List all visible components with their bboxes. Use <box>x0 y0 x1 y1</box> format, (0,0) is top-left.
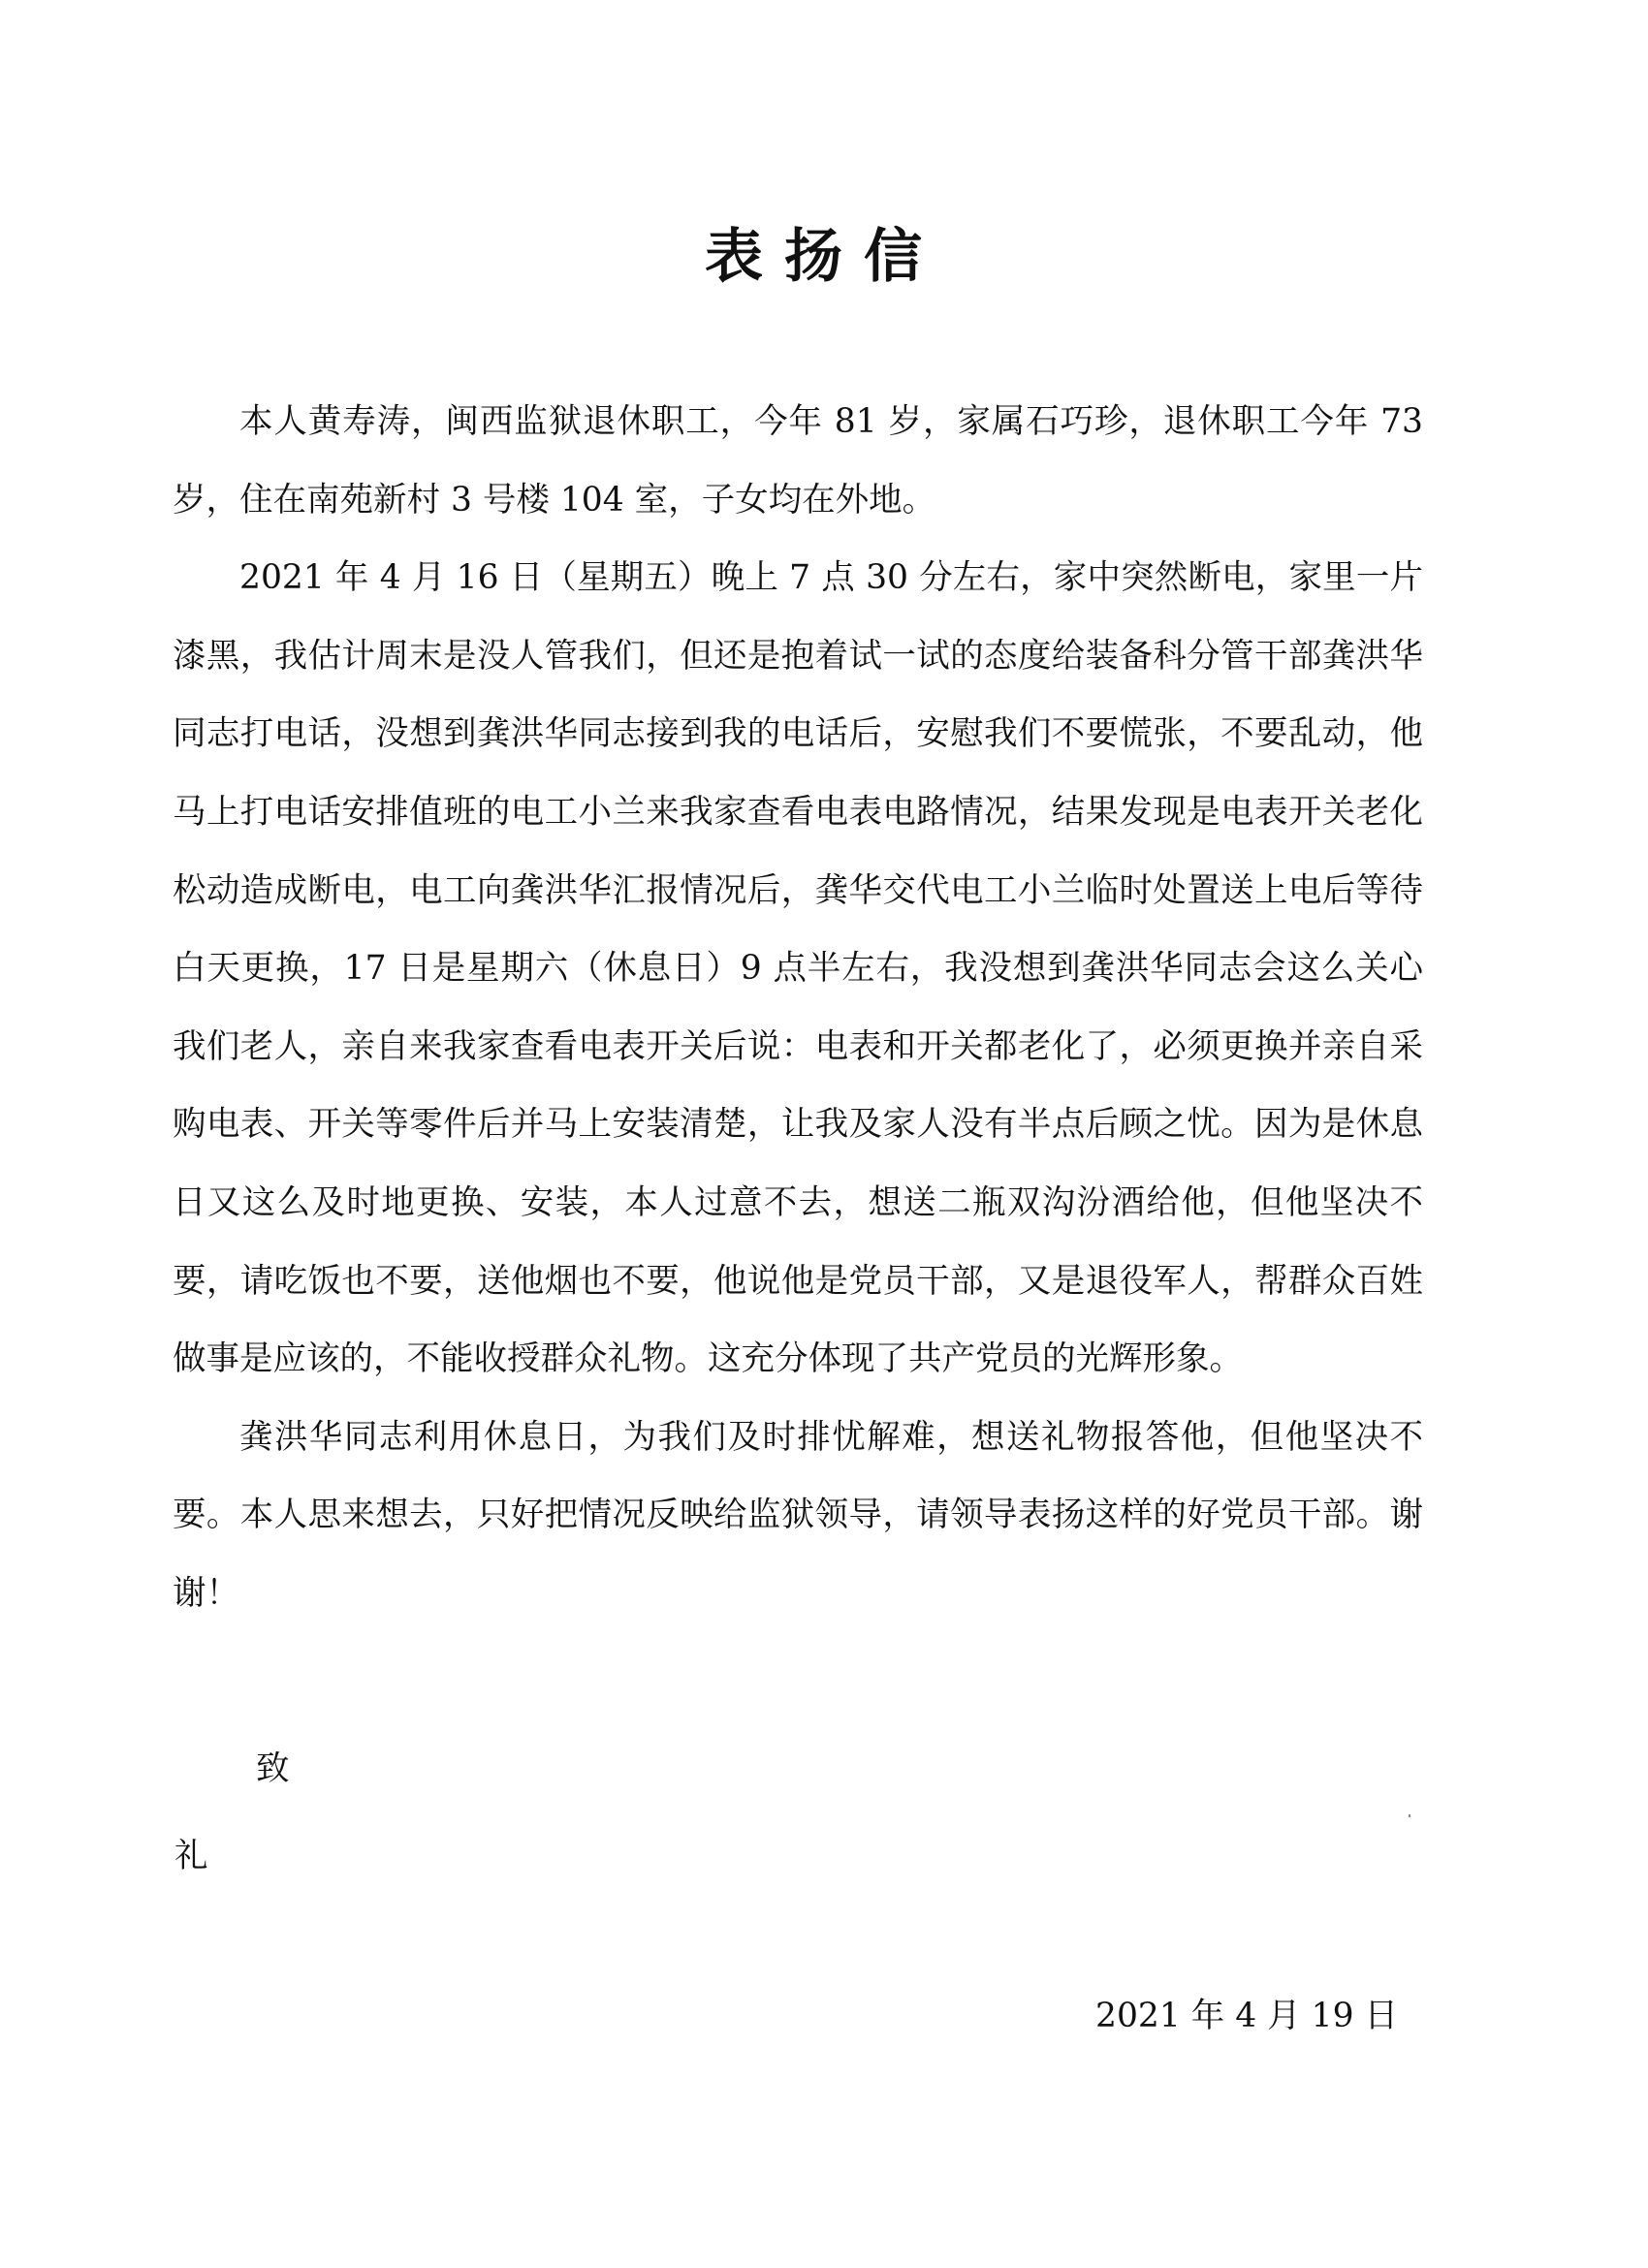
closing-salutation: 致 <box>256 1749 290 1788</box>
scan-speck <box>1409 1814 1410 1817</box>
paragraph-intro: 本人黄寿涛，闽西监狱退休职工，今年 81 岁，家属石巧珍，退休职工今年 73 岁，住在南苑新村 3 号楼 104 室，子女均在外地。 <box>173 402 1423 520</box>
paragraph-praise: 龚洪华同志利用休息日，为我们及时排忧解难，想送礼物报答他，但他坚决不要。本人思来想去，只好把情况反映给监狱领导，请领导表扬这样的好党员干部。谢谢！ <box>173 1417 1423 1613</box>
letter-title: 表扬信 <box>705 223 943 291</box>
letter-body <box>173 383 1423 1633</box>
letter-date: 2021 年 4 月 19 日 <box>1095 1997 1398 2035</box>
closing-regards: 礼 <box>174 1837 208 1875</box>
paragraph-incident: 2021 年 4 月 16 日（星期五）晚上 7 点 30 分左右，家中突然断电，家里一片漆黑，我估计周末是没人管我们，但还是抱着试一试的态度给装备科分管干部龚洪华同志打电话，没想到龚洪华同志接到我的电话后，安慰我们不要慌张，不要乱动，他马上打电话安排值班的电工小兰来我家查看电表电路情况，结果发现是电表开关老化松动造成断电，电工向龚洪华汇报情况后，龚华交代电工小兰临时处置送上电后等待白天更换，17 日是星期六（休息日）9 点半左右，我没想到龚洪华同志会这么关心我们老人，亲自来我家查看电表开关后说：电表和开关都老化了，必须更换并亲自采购电表、开关等零件后并马上安装清楚，让我及家人没有半点后顾之忧。因为是休息日又这么及时地更换、安装，本人过意不去，想送二瓶双沟汾酒给他，但他坚决不要，请吃饭也不要，送他烟也不要，他说他是党员干部，又是退役军人，帮群众百姓做事是应该的，不能收授群众礼物。这充分体现了共产党员的光辉形象。 <box>173 558 1423 1379</box>
